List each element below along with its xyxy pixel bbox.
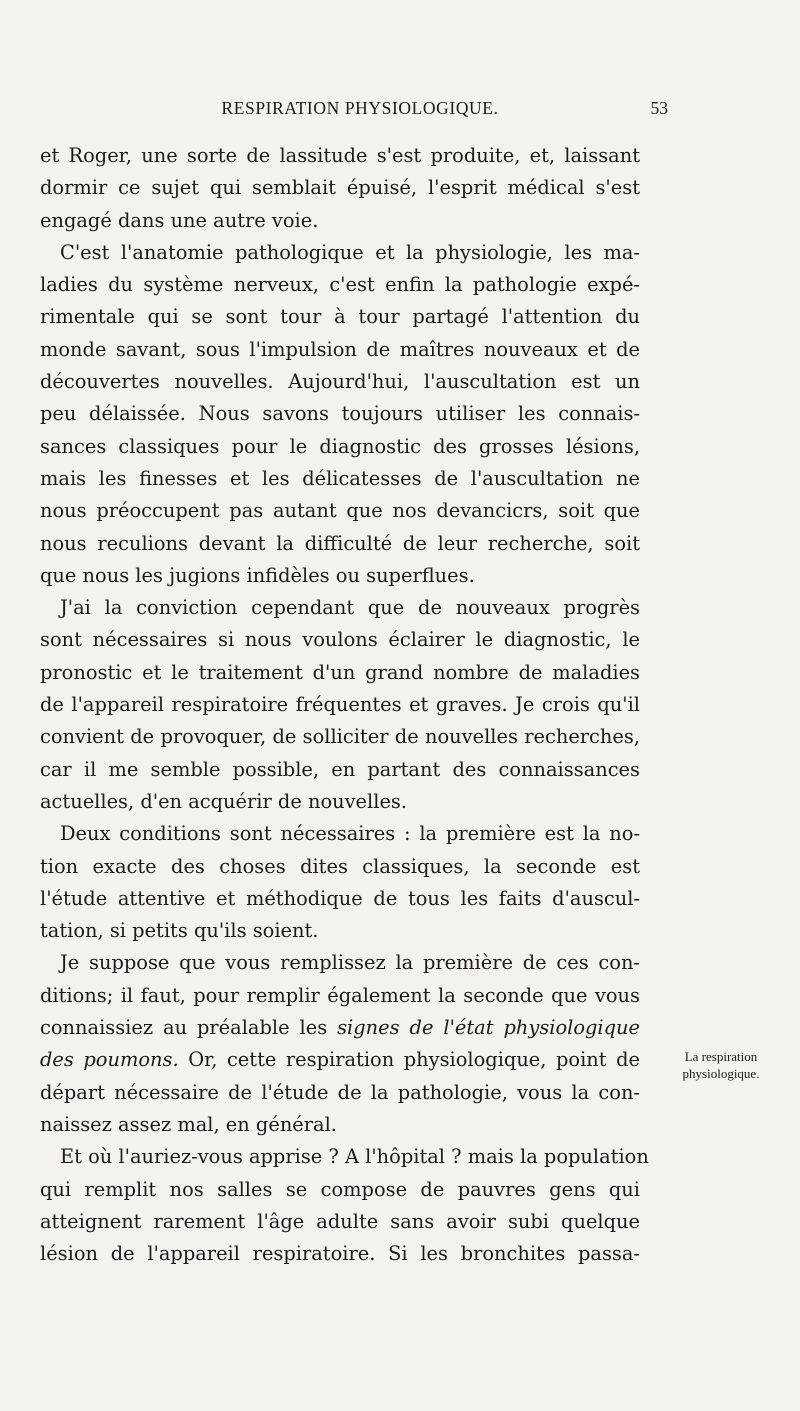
margin-note-line: La respiration: [684, 1049, 758, 1064]
text-line: peu délaissée. Nous savons toujours utiliser les connais-: [40, 402, 640, 426]
text-line: [40, 1012, 640, 1044]
text-line: ladies du système nerveux, c'est enfin la pathologie expé-: [40, 273, 640, 297]
text-line: naissez assez mal, en général.: [40, 1112, 337, 1136]
text-line: pronostic et le traitement d'un grand nombre de maladies: [40, 660, 640, 684]
text-line: nous préoccupent pas autant que nos devancicrs, soit que: [40, 499, 640, 523]
text-line: que nous les jugions infidèles ou superflues.: [40, 563, 475, 587]
margin-note: [646, 1048, 796, 1082]
text-line: actuelles, d'en acquérir de nouvelles.: [40, 789, 408, 813]
running-title: RESPIRATION PHYSIOLOGIQUE.: [221, 98, 499, 118]
text-segment: connaissiez au préalable les: [40, 1016, 328, 1040]
body-text: [40, 140, 649, 1270]
text-line: mais les finesses et les délicatesses de l'auscultation ne: [40, 466, 640, 490]
text-line: J'ai la conviction cependant que de nouveaux progrès: [60, 596, 640, 620]
text-line: C'est l'anatomie pathologique et la physiologie, les ma-: [60, 240, 640, 264]
text-line: nous reculions devant la difficulté de leur recherche, soit: [40, 531, 640, 555]
text-line: engagé dans une autre voie.: [40, 208, 319, 232]
text-line: ditions; il faut, pour remplir également la seconde que vous: [40, 983, 640, 1007]
text-line: [40, 1044, 640, 1076]
text-line: atteignent rarement l'âge adulte sans avoir subi quelque: [40, 1209, 640, 1233]
text-line: lésion de l'appareil respiratoire. Si les bronchites passa-: [40, 1242, 640, 1266]
margin-note-line: physiologique.: [682, 1066, 760, 1081]
text-line: l'étude attentive et méthodique de tous les faits d'auscul-: [40, 886, 640, 910]
text-line: Et où l'auriez-vous apprise ? A l'hôpital ? mais la population: [60, 1145, 649, 1169]
text-line: de l'appareil respiratoire fréquentes et graves. Je crois qu'il: [40, 693, 640, 717]
text-line: Je suppose que vous remplissez la première de ces con-: [60, 951, 640, 975]
text-line: car il me semble possible, en partant des connaissances: [40, 757, 640, 781]
text-line: et Roger, une sorte de lassitude s'est produite, et, laissant: [40, 144, 640, 167]
text-line: monde savant, sous l'impulsion de maîtres nouveaux et de: [40, 337, 640, 361]
text-line: rimentale qui se sont tour à tour partagé l'attention du: [40, 305, 640, 329]
text-line: Deux conditions sont nécessaires : la première est la no-: [60, 822, 640, 846]
italic-segment: des poumons.: [40, 1048, 179, 1072]
italic-segment: signes de l'état physiologique: [337, 1016, 641, 1040]
text-line: départ nécessaire de l'étude de la pathologie, vous la con-: [40, 1080, 640, 1104]
page-number: 53: [650, 98, 668, 118]
page-header: [40, 98, 680, 126]
text-line: tation, si petits qu'ils soient.: [40, 919, 319, 943]
text-line: sances classiques pour le diagnostic des grosses lésions,: [40, 434, 640, 458]
text-line: dormir ce sujet qui semblait épuisé, l'esprit médical s'est: [40, 176, 640, 200]
text-segment: Or, cette respiration physiologique, point de: [188, 1048, 641, 1072]
text-line: convient de provoquer, de solliciter de nouvelles recherches,: [40, 725, 640, 749]
text-line: sont nécessaires si nous voulons éclairer le diagnostic, le: [40, 628, 640, 652]
text-line: découvertes nouvelles. Aujourd'hui, l'auscultation est un: [40, 370, 640, 394]
text-line: qui remplit nos salles se compose de pauvres gens qui: [40, 1177, 640, 1201]
text-line: tion exacte des choses dites classiques, la seconde est: [40, 854, 640, 878]
